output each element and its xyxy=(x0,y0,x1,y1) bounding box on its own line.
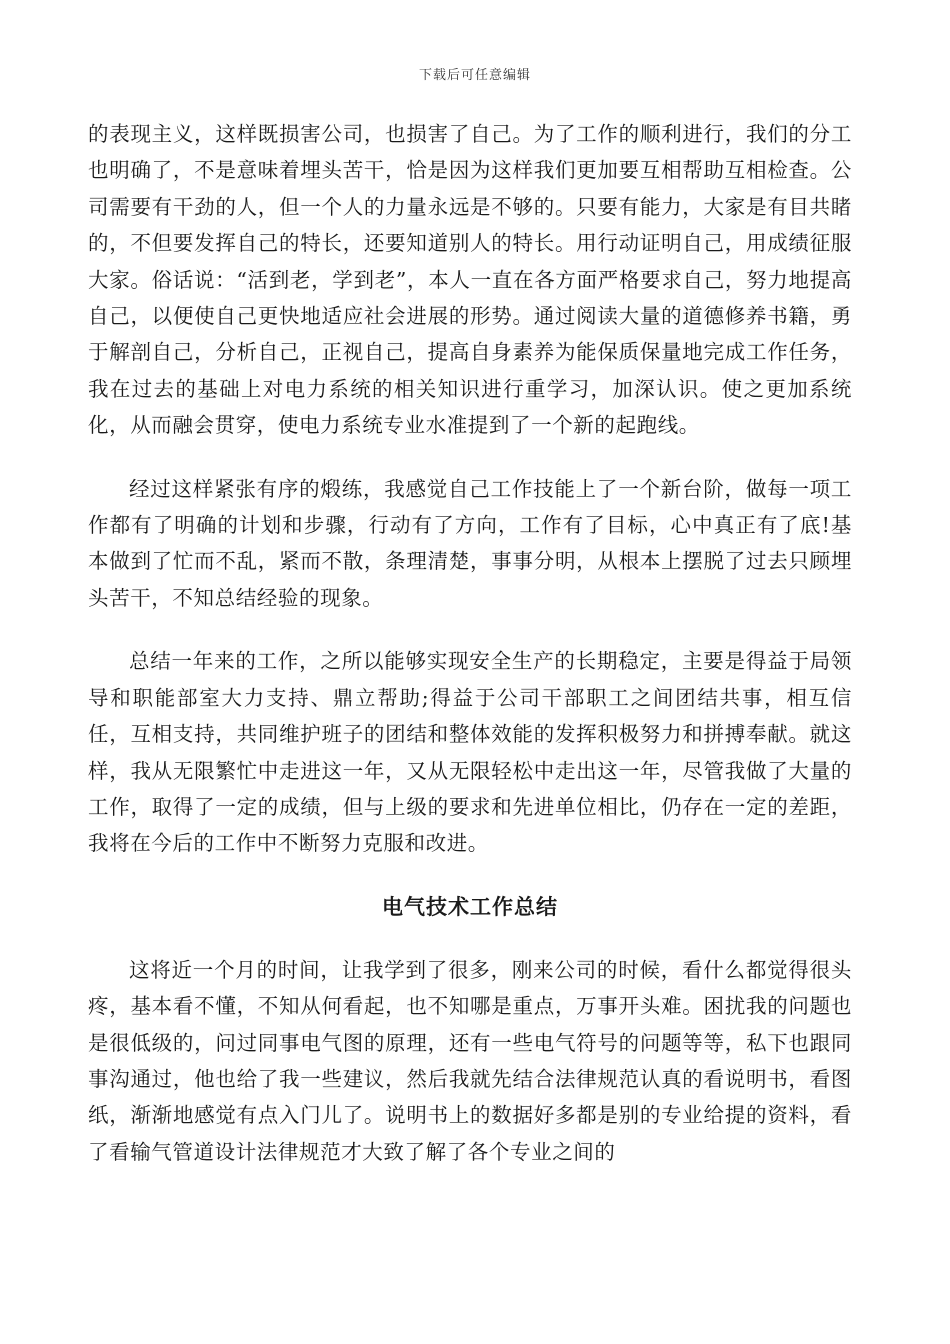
page-header: 下载后可任意编辑 xyxy=(418,68,531,83)
paragraph-gap xyxy=(88,925,852,952)
paragraph-continued: 的表现主义，这样既损害公司，也损害了自己。为了工作的顺利进行，我们的分工也明确了，不是意味着埋头苦干，恰是因为这样我们更加要互相帮助互相检查。公司需要有干劲的人，但一个人的力量永远是不够的。只要有能力，大家是有目共睹的，不但要发挥自己的特长，还要知道别人的特长。用行动证明自己，用成绩征服大家。俗话说：“活到老，学到老”，本人一直在各方面严格要求自己，努力地提高自己，以便使自己更快地适应社会进展的形势。通过阅读大量的道德修养书籍，勇于解剖自己，分析自己，正视自己，提高自身素养为能保质保量地完成工作任务，我在过去的基础上对电力系统的相关知识进行重学习，加深认识。使之更加系统化，从而融会贯穿，使电力系统专业水准提到了一个新的起跑线。 xyxy=(88,122,852,438)
paragraph-gap xyxy=(88,616,852,643)
document-body xyxy=(88,116,852,1170)
paragraph-gap xyxy=(88,444,852,471)
paragraph-annual-summary: 总结一年来的工作，之所以能够实现安全生产的长期稳定，主要是得益于局领导和职能部室大力支持、鼎立帮助;得益于公司干部职工之间团结共事，相互信任，互相支持，共同维护班子的团结和整体效能的发挥积极努力和拼搏奉献。就这样，我从无限繁忙中走进这一年，又从无限轻松中走出这一年，尽管我做了大量的工作，取得了一定的成绩，但与上级的要求和先进单位相比，仍存在一定的差距，我将在今后的工作中不断努力克服和改进。 xyxy=(88,649,852,856)
paragraph-gap xyxy=(88,862,852,889)
section-title: 电气技术工作总结 xyxy=(382,893,558,919)
paragraph-electrical-summary: 这将近一个月的时间，让我学到了很多，刚来公司的时候，看什么都觉得很头疼，基本看不懂，不知从何看起，也不知哪是重点，万事开头难。困扰我的问题也是很低级的，问过同事电气图的原理，还有一些电气符号的问题等等，私下也跟同事沟通过，他也给了我一些建议，然后我就先结合法律规范认真的看说明书，看图纸，渐渐地感觉有点入门儿了。说明书上的数据好多都是别的专业给提的资料，看了看输气管道设计法律规范才大致了解了各个专业之间的 xyxy=(88,957,852,1164)
paragraph-training: 经过这样紧张有序的煅练，我感觉自己工作技能上了一个新台阶，做每一项工作都有了明确的计划和步骤，行动有了方向，工作有了目标，心中真正有了底!基本做到了忙而不乱，紧而不散，条理清楚，事事分明，从根本上摆脱了过去只顾埋头苦干，不知总结经验的现象。 xyxy=(88,476,852,610)
